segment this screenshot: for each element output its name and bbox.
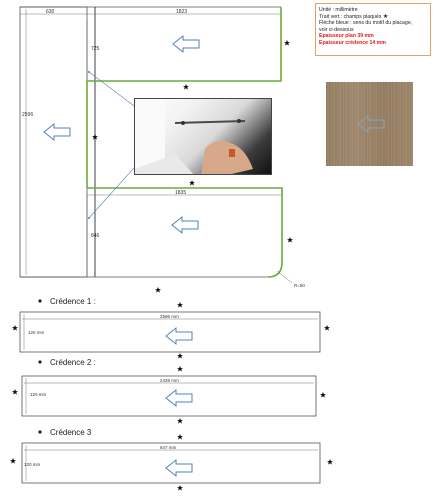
dim-1823: 1823 <box>176 9 188 15</box>
legend-top-thickness: Epaisseur plan 39 mm <box>319 33 374 40</box>
veneer-sample-swatch <box>326 82 413 166</box>
dim-1835: 1835 <box>175 190 187 196</box>
dim-630: 630 <box>46 9 55 15</box>
credence-2-title: Crédence 2 : <box>50 358 96 367</box>
credence-1-title: Crédence 1 : <box>50 297 96 306</box>
credence-2-length: 2439 mm <box>160 378 179 383</box>
veneer-photo <box>134 98 272 175</box>
credence-3-height: 120 mm <box>24 462 41 467</box>
star-icon <box>155 287 161 293</box>
veneer-photo-drawing <box>135 99 272 175</box>
star-icon <box>327 459 333 465</box>
radius-label: R=50 <box>294 283 305 288</box>
star-icon <box>177 485 183 491</box>
bullet-icon <box>38 360 41 363</box>
legend-box <box>315 3 431 56</box>
legend-green-line-row <box>319 14 427 21</box>
dim-725: 725 <box>91 46 100 52</box>
legend-blue-arrow-2: voir ci-dessous <box>319 26 354 33</box>
lower-wing-green-edge <box>87 188 282 277</box>
bullet-icon <box>38 430 41 433</box>
credence-3-title: Crédence 3 <box>50 428 92 437</box>
star-icon <box>177 353 183 359</box>
credence-1-length: 2596 mm <box>160 314 179 319</box>
star-icon: ★ <box>382 13 389 20</box>
credence-1-height: 120 mm <box>28 330 45 335</box>
dim-846: 846 <box>91 233 100 239</box>
star-icon <box>177 418 183 424</box>
star-icon <box>177 434 183 440</box>
worktop-outline <box>20 7 87 277</box>
credence-2-height: 120 mm <box>30 392 47 397</box>
star-icon <box>324 325 330 331</box>
bullet-icon <box>38 299 41 302</box>
star-icon <box>12 325 18 331</box>
legend-green-line: Trait vert : champs plaqués <box>319 13 382 20</box>
star-icon <box>287 237 293 243</box>
grain-arrow-credence-2-icon <box>166 390 192 406</box>
legend-backsplash-thickness: Epaisseur crédence 14 mm <box>319 39 386 46</box>
grain-arrow-sample-icon <box>358 116 384 132</box>
grain-arrow-left-icon <box>44 124 70 140</box>
grain-arrow-lower-icon <box>172 217 198 233</box>
star-icon <box>284 40 290 46</box>
star-icon <box>12 389 18 395</box>
grain-arrow-credence-3-icon <box>166 460 192 476</box>
dim-2596: 2596 <box>22 112 34 118</box>
star-icon <box>189 180 195 186</box>
star-icon <box>177 302 183 308</box>
legend-blue-arrow-1: Flèche bleue : sens du motif du placage, <box>319 20 413 27</box>
veneer-sample-arrow <box>326 82 413 166</box>
star-icon <box>177 366 183 372</box>
grain-arrow-credence-1-icon <box>166 328 192 344</box>
star-icon <box>10 458 16 464</box>
star-icon <box>320 392 326 398</box>
legend-unit: Unité : millimètre <box>319 7 358 13</box>
grain-arrow-upper-icon <box>173 36 199 52</box>
credence-3-length: 647 mm <box>160 445 177 450</box>
star-icon <box>183 84 189 90</box>
